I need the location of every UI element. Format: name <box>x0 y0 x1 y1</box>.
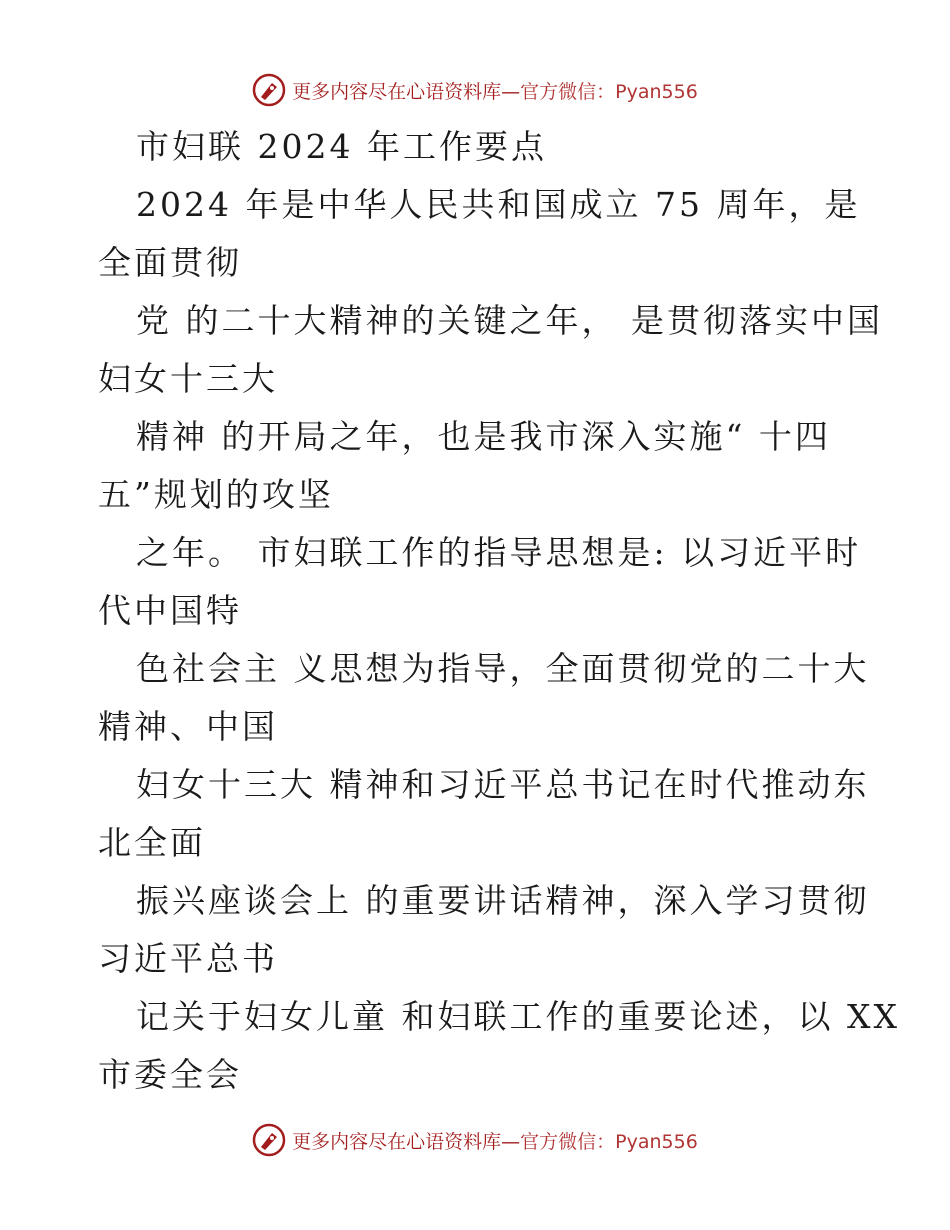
banner-wechat-text: 官方微信：Pyan556 <box>520 1130 698 1153</box>
document-line: 振兴座谈会上 的重要讲话精神，深入学习贯彻 <box>136 881 870 920</box>
banner-separator: — <box>501 1130 521 1153</box>
document-line: 妇女十三大 <box>98 359 278 398</box>
document-line: 市妇联 2024 年工作要点 <box>136 127 547 166</box>
banner-text <box>292 77 698 104</box>
banner-main-text: 更多内容尽在心语资料库 <box>292 80 502 103</box>
banner-wechat-text: 官方微信：Pyan556 <box>520 80 698 103</box>
document-line: 妇女十三大 精神和习近平总书记在时代推动东 <box>136 765 870 804</box>
document-line: 北全面 <box>98 823 206 862</box>
document-line: 之年。 市妇联工作的指导思想是: 以习近平时 <box>136 533 862 572</box>
document-line: 色社会主 义思想为指导，全面贯彻党的二十大 <box>136 649 870 688</box>
document-body <box>98 118 900 1104</box>
header-banner <box>0 70 950 110</box>
document-line: 精神 的开局之年，也是我市深入实施“ 十四 <box>136 417 831 456</box>
pen-nib-logo-icon <box>252 73 286 107</box>
document-line: 代中国特 <box>98 591 242 630</box>
footer-banner <box>0 1120 950 1160</box>
document-line: 记关于妇女儿童 和妇联工作的重要论述，以 XX <box>136 997 900 1036</box>
document-line: 精神、中国 <box>98 707 278 746</box>
banner-text <box>292 1127 698 1154</box>
document-line: 五”规划的攻坚 <box>98 475 334 514</box>
banner-separator: — <box>501 80 521 103</box>
document-line: 2024 年是中华人民共和国成立 75 周年，是 <box>136 185 861 224</box>
document-line: 市委全会 <box>98 1055 242 1094</box>
banner-main-text: 更多内容尽在心语资料库 <box>292 1130 502 1153</box>
pen-nib-logo-icon <box>252 1123 286 1157</box>
document-line: 全面贯彻 <box>98 243 242 282</box>
document-line: 习近平总书 <box>98 939 278 978</box>
document-line: 党 的二十大精神的关键之年， 是贯彻落实中国 <box>136 301 883 340</box>
